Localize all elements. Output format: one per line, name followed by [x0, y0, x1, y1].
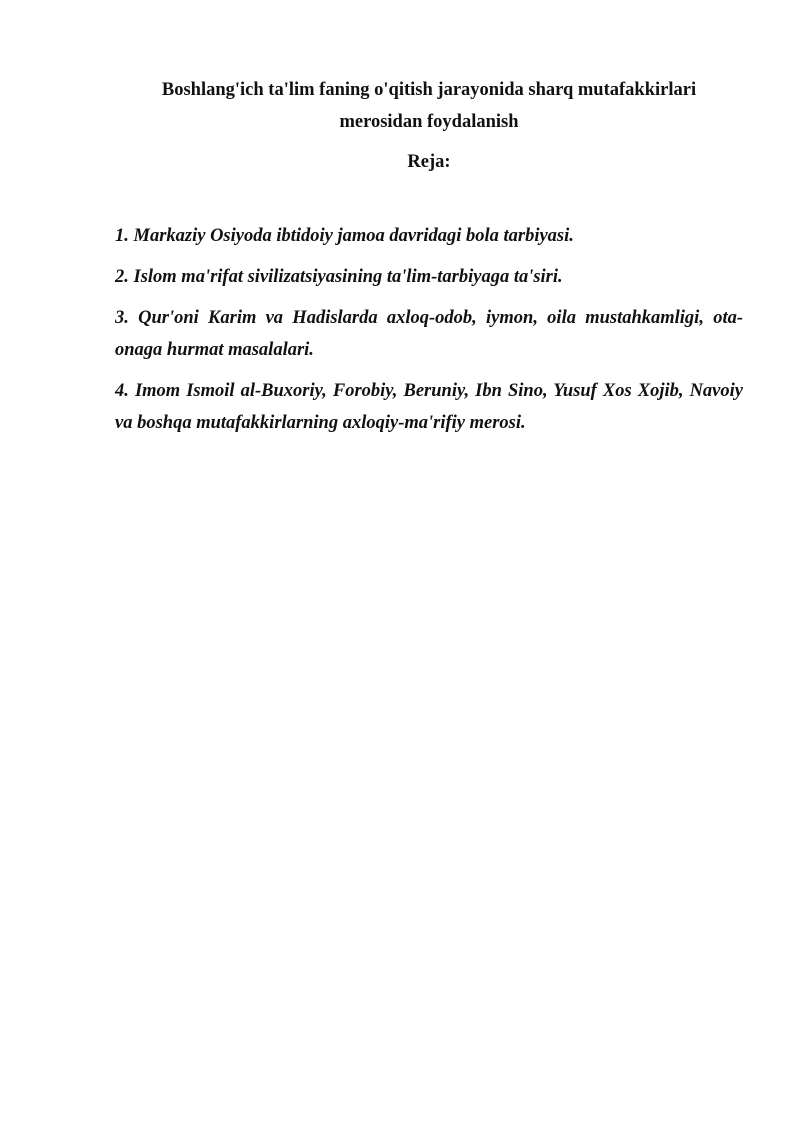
plan-heading: Reja:	[407, 152, 451, 172]
plan-item-1: 1. Markaziy Osiyoda ibtidoiy jamoa davridagi bola tarbiyasi.	[115, 226, 574, 246]
plan-list	[115, 220, 743, 439]
document-title-line-1: Boshlang'ich ta'lim faning o'qitish jarayonida sharq mutafakkirlari	[161, 80, 697, 100]
document-title-line-2: merosidan foydalanish	[339, 112, 519, 132]
plan-item-4: 4. Imom Ismoil al-Buxoriy, Forobiy, Beruniy, Ibn Sino, Yusuf Xos Xojib, Navoiy va boshqa mutafakkirlarning axloqiy-ma'rifiy merosi.	[115, 381, 743, 433]
plan-item-2: 2. Islom ma'rifat sivilizatsiyasining ta'lim-tarbiyaga ta'siri.	[115, 267, 563, 287]
document-title	[115, 74, 743, 138]
plan-item-3: 3. Qur'oni Karim va Hadislarda axloq-odob, iymon, oila mustahkamligi, ota-onaga hurmat masalalari.	[115, 308, 743, 360]
